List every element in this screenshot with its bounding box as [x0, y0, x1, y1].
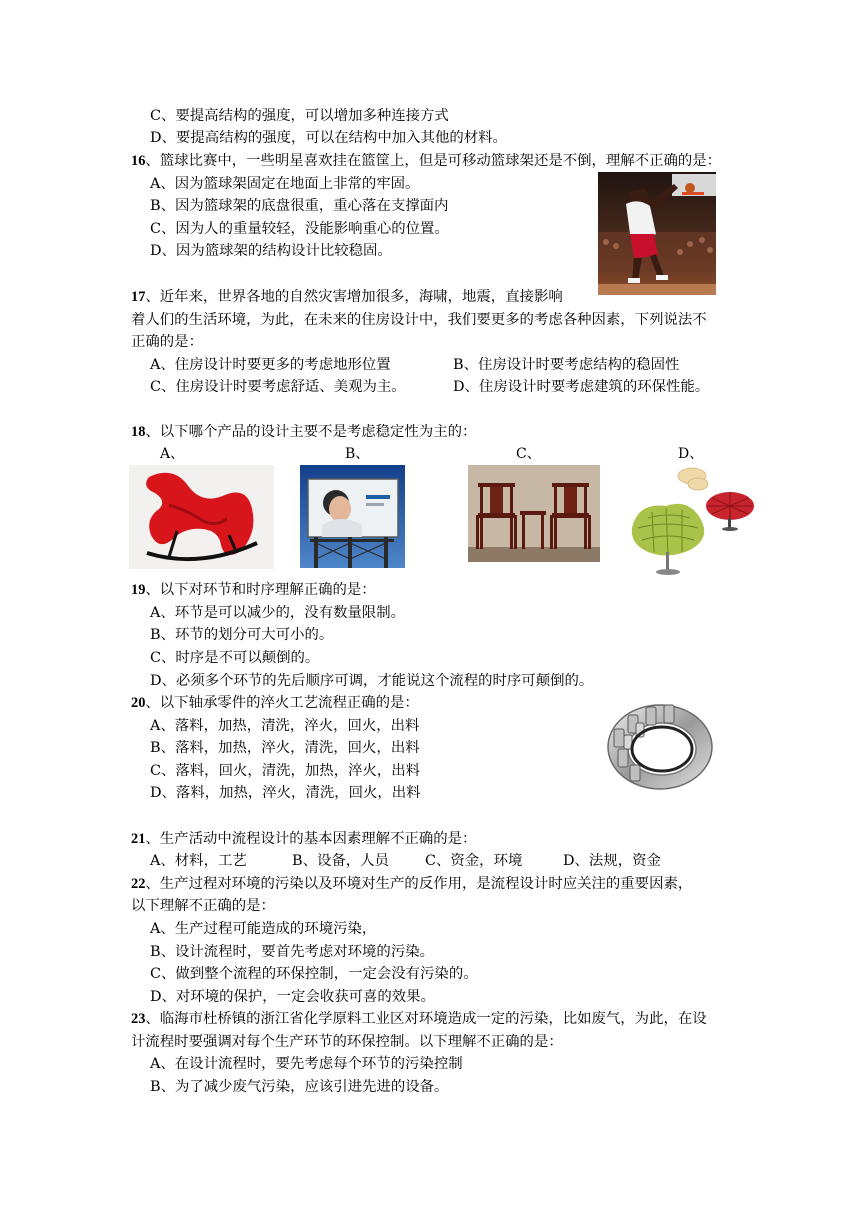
q17-option-c: C、住房设计时要考虑舒适、美观为主。 [150, 379, 406, 395]
q21-stem-text: 、生产活动中流程设计的基本因素理解不正确的是： [145, 831, 477, 847]
q22-stem-line1 [131, 874, 692, 894]
q17-stem-text: 、近年来，世界各地的自然灾害增加很多，海啸，地震，直接影响 [145, 289, 563, 305]
q20-number: 20 [131, 695, 146, 711]
q19-stem-text: 、以下对环节和时序理解正确的是： [145, 582, 376, 598]
q17-option-b: B、住房设计时要考虑结构的稳固性 [453, 357, 680, 373]
q15-option-d: D、要提高结构的强度，可以在结构中加入其他的材料。 [150, 130, 507, 146]
q22-option-b: B、设计流程时，要首先考虑对环境的污染。 [150, 944, 434, 960]
q22-number: 22 [131, 876, 146, 892]
q17-option-a: A、住房设计时要更多的考虑地形位置 [150, 357, 391, 373]
flower-seats-image [628, 462, 756, 580]
q20-stem [131, 693, 419, 713]
red-rocking-chair-image [129, 465, 274, 569]
q17-stem-line3: 正确的是： [131, 334, 203, 350]
q20-stem-text: 、以下轴承零件的淬火工艺流程正确的是： [145, 695, 419, 711]
q23-option-b: B、为了减少废气污染，应该引进先进的设备。 [150, 1079, 449, 1095]
q18-label-d: D、 [678, 446, 704, 462]
q22-stem-text: 、生产过程对环境的污染以及环境对生产的反作用，是流程设计时应关注的重要因素， [145, 876, 693, 892]
q16-option-a: A、因为篮球架固定在地面上非常的牢固。 [150, 176, 420, 192]
q18-stem [131, 422, 476, 442]
chinese-chairs-image [468, 465, 600, 562]
q16-option-b: B、因为篮球架的底盘很重，重心落在支撑面内 [150, 198, 449, 214]
q18-label-c: C、 [516, 446, 541, 462]
q18-label-b: B、 [345, 446, 370, 462]
q19-number: 19 [131, 582, 146, 598]
q20-option-c: C、落料，回火，清洗，加热，淬火，出料 [150, 763, 421, 779]
q16-stem [131, 151, 721, 171]
q21-number: 21 [131, 831, 146, 847]
q16-stem-text: 、篮球比赛中，一些明星喜欢挂在篮筐上，但是可移动篮球架还是不倒，理解不正确的是： [145, 153, 722, 169]
q21-stem [131, 829, 476, 849]
q18-stem-text: 、以下哪个产品的设计主要不是考虑稳定性为主的： [145, 424, 477, 440]
q17-stem-line2: 着人们的生活环境，为此，在未来的住房设计中，我们要更多的考虑各种因素，下列说法不 [131, 312, 707, 328]
q17-stem-line1 [131, 287, 563, 307]
q19-option-b: B、环节的划分可大可小的。 [150, 627, 334, 643]
q22-stem-line2: 以下理解不正确的是： [131, 898, 275, 914]
q22-option-d: D、对环境的保护，一定会收获可喜的效果。 [150, 989, 435, 1005]
q15-option-c: C、要提高结构的强度，可以增加多种连接方式 [150, 108, 449, 124]
q17-number: 17 [131, 289, 146, 305]
q22-option-c: C、做到整个流程的环保控制，一定会没有污染的。 [150, 966, 478, 982]
q18-label-a: A、 [160, 446, 185, 462]
q16-option-d: D、因为篮球架的结构设计比较稳固。 [150, 243, 392, 259]
q17-option-d: D、住房设计时要考虑建筑的环保性能。 [453, 379, 710, 395]
billboard-image [300, 465, 405, 568]
q20-option-a: A、落料，加热，清洗，淬火，回火，出料 [150, 718, 420, 734]
q16-option-c: C、因为人的重量较轻，没能影响重心的位置。 [150, 221, 449, 237]
roller-bearing-image [600, 695, 715, 793]
q19-option-c: C、时序是不可以颠倒的。 [150, 650, 320, 666]
q21-option-a: A、材料，工艺 [150, 853, 247, 869]
q21-option-c: C、资金，环境 [425, 853, 523, 869]
q21-option-b: B、设备，人员 [292, 853, 389, 869]
q18-number: 18 [131, 424, 146, 440]
q20-option-b: B、落料，加热，淬火，清洗，回火，出料 [150, 740, 420, 756]
q19-option-d: D、必须多个环节的先后顺序可调，才能说这个流程的时序可颠倒的。 [150, 673, 594, 689]
q21-option-d: D、法规，资金 [563, 853, 661, 869]
q23-stem-text: 、临海市杜桥镇的浙江省化学原料工业区对环境造成一定的污染，比如废气，为此，在设 [145, 1011, 707, 1027]
q20-option-d: D、落料，加热，淬火，清洗，回火，出料 [150, 785, 421, 801]
q19-stem [131, 580, 376, 600]
q22-option-a: A、生产过程可能造成的环境污染， [150, 921, 377, 937]
q16-number: 16 [131, 153, 146, 169]
q23-number: 23 [131, 1011, 146, 1027]
q23-stem-line1 [131, 1009, 707, 1029]
q19-option-a: A、环节是可以减少的，没有数量限制。 [150, 605, 406, 621]
q23-option-a: A、在设计流程时，要先考虑每个环节的污染控制 [150, 1056, 463, 1072]
basketball-photo [598, 172, 716, 295]
q23-stem-line2: 计流程时要强调对每个生产环节的环保控制。以下理解不正确的是： [131, 1034, 563, 1050]
